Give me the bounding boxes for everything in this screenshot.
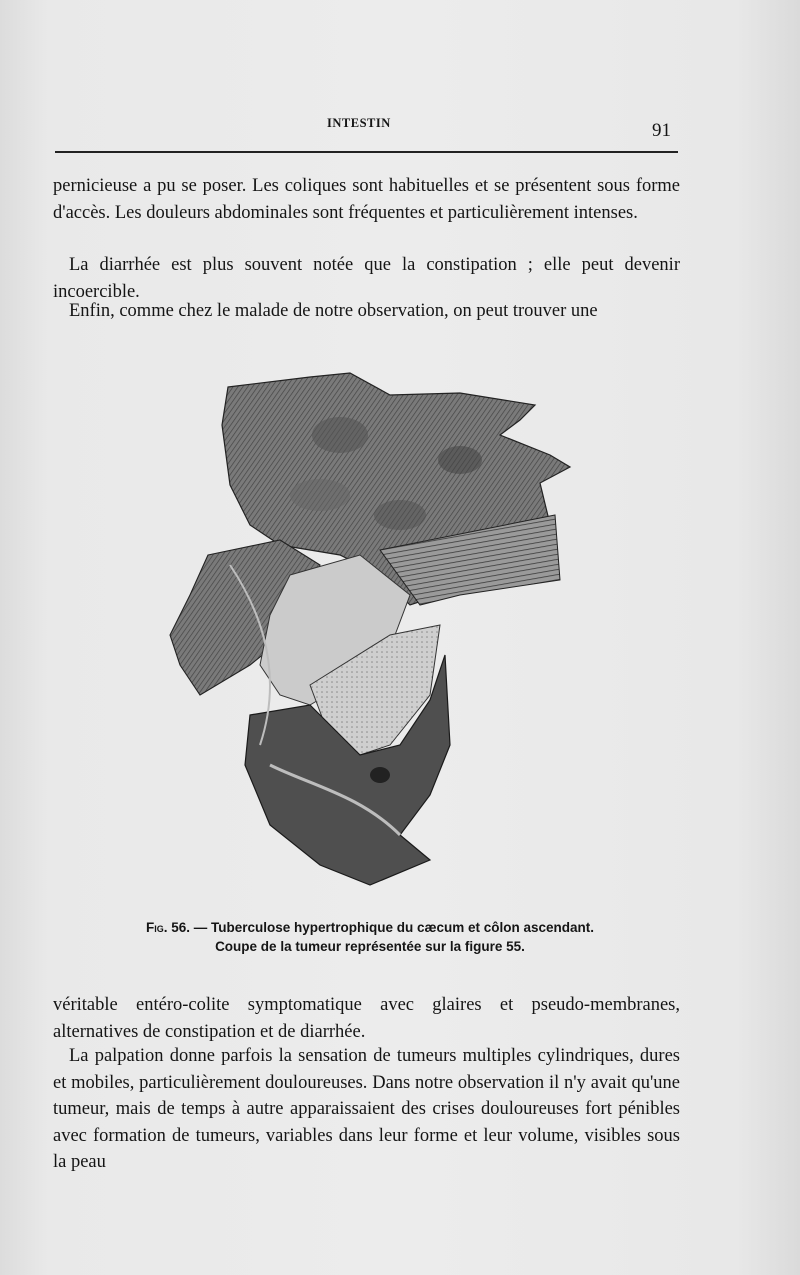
figure-caption-line-1: [60, 918, 680, 937]
page-number: 91: [652, 120, 671, 141]
specimen-illustration: [160, 365, 580, 895]
paragraph-enterocolite: véritable entéro-colite symptomatique avec glaires et pseudo-membranes, alternatives de constipation et de diarrhée.: [53, 995, 680, 1042]
paragraph-enfin: Enfin, comme chez le malade de notre observation, on peut trouver une: [69, 301, 598, 321]
figure-caption-line-2: Coupe de la tumeur représentée sur la figure 55.: [215, 939, 525, 954]
figure-label: Fig. 56.: [145, 920, 190, 935]
paragraph-diarrhee: La diarrhée est plus souvent notée que la constipation ; elle peut devenir incoercible.: [53, 255, 680, 302]
running-head: INTESTIN: [327, 116, 391, 130]
figure-title: — Tuberculose hypertrophique du cæcum et côlon ascendant.: [189, 920, 595, 935]
paragraph-palpation: La palpation donne parfois la sensation de tumeurs multiples cylindriques, dures et mobiles, particulièrement douloureuses. Dans notre observation il n'y avait qu'une tumeur, mais de temps à autre apparaissaient des crises douloureuses fort pénibles avec formation de tumeurs, variables dans leur forme et leur volume, visibles sous la peau: [53, 1046, 680, 1172]
header-rule: [55, 151, 678, 153]
paragraph-continued: pernicieuse a pu se poser. Les coliques sont habituelles et se présentent sous forme d'accès. Les douleurs abdominales sont fréquentes et particulièrement intenses.: [53, 176, 680, 223]
